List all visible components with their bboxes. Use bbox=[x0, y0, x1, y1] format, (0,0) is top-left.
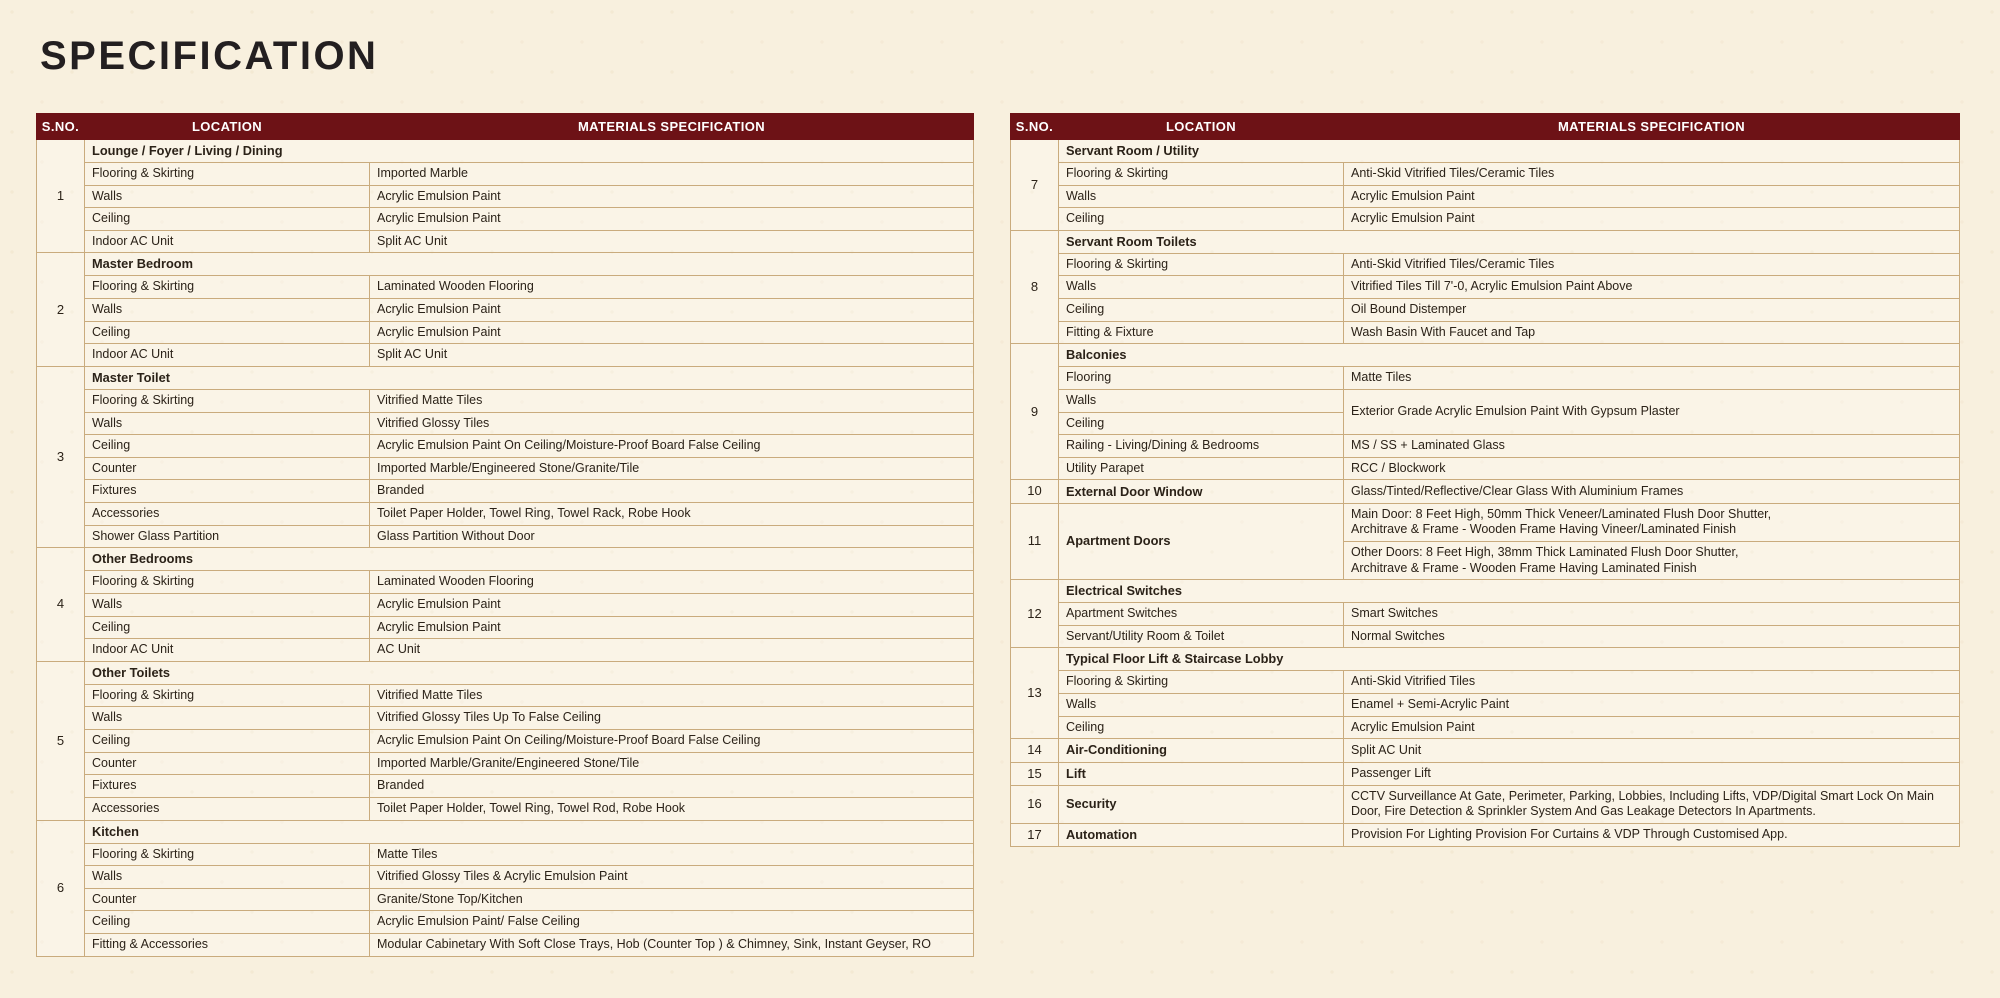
table-row bbox=[1011, 694, 1960, 717]
row-serial-number: 7 bbox=[1011, 140, 1059, 231]
row-location: Flooring bbox=[1059, 367, 1344, 390]
header-sno: S.NO. bbox=[37, 114, 85, 140]
table-row bbox=[37, 843, 974, 866]
row-group-title: Automation bbox=[1059, 824, 1344, 847]
row-group-title: Typical Floor Lift & Staircase Lobby bbox=[1059, 648, 1960, 671]
row-serial-number: 3 bbox=[37, 366, 85, 547]
row-location: Walls bbox=[85, 299, 370, 322]
spec-table-right bbox=[1010, 113, 1960, 847]
row-material: Imported Marble/Granite/Engineered Stone/Tile bbox=[370, 752, 974, 775]
table-row bbox=[37, 866, 974, 889]
table-row bbox=[1011, 824, 1960, 847]
table-row bbox=[37, 412, 974, 435]
row-serial-number: 6 bbox=[37, 820, 85, 956]
table-row bbox=[1011, 185, 1960, 208]
row-material: Acrylic Emulsion Paint bbox=[370, 593, 974, 616]
row-location: Accessories bbox=[85, 797, 370, 820]
table-row bbox=[1011, 580, 1960, 603]
row-material: Other Doors: 8 Feet High, 38mm Thick Laminated Flush Door Shutter, Architrave & Frame - Wooden Frame Having Laminated Finish bbox=[1344, 541, 1960, 579]
row-material: Vitrified Glossy Tiles & Acrylic Emulsion Paint bbox=[370, 866, 974, 889]
table-row bbox=[37, 911, 974, 934]
row-material: Acrylic Emulsion Paint bbox=[370, 299, 974, 322]
row-material: Oil Bound Distemper bbox=[1344, 299, 1960, 322]
row-material: Anti-Skid Vitrified Tiles bbox=[1344, 671, 1960, 694]
table-row bbox=[37, 775, 974, 798]
row-location: Ceiling bbox=[85, 616, 370, 639]
row-material: Acrylic Emulsion Paint On Ceiling/Moisture-Proof Board False Ceiling bbox=[370, 435, 974, 458]
row-material: Acrylic Emulsion Paint bbox=[1344, 185, 1960, 208]
row-location: Utility Parapet bbox=[1059, 457, 1344, 480]
row-location: Indoor AC Unit bbox=[85, 230, 370, 253]
row-material: Main Door: 8 Feet High, 50mm Thick Veneer/Laminated Flush Door Shutter, Architrave & Frame - Wooden Frame Having Vineer/Laminated Finish bbox=[1344, 503, 1960, 541]
row-group-title: Security bbox=[1059, 785, 1344, 823]
row-location: Shower Glass Partition bbox=[85, 525, 370, 548]
table-row bbox=[1011, 785, 1960, 823]
row-serial-number: 16 bbox=[1011, 785, 1059, 823]
row-serial-number: 11 bbox=[1011, 503, 1059, 580]
row-location: Accessories bbox=[85, 503, 370, 526]
right-column bbox=[1010, 113, 2000, 957]
row-material: Normal Switches bbox=[1344, 625, 1960, 648]
row-group-title: Other Bedrooms bbox=[85, 548, 974, 571]
table-row bbox=[1011, 299, 1960, 322]
row-material: Acrylic Emulsion Paint/ False Ceiling bbox=[370, 911, 974, 934]
row-location: Fitting & Accessories bbox=[85, 934, 370, 957]
row-location: Flooring & Skirting bbox=[85, 162, 370, 185]
row-material: Matte Tiles bbox=[1344, 367, 1960, 390]
row-location: Flooring & Skirting bbox=[85, 684, 370, 707]
row-material: Modular Cabinetary With Soft Close Trays, Hob (Counter Top ) & Chimney, Sink, Instant Geyser, RO bbox=[370, 934, 974, 957]
row-group-title: Kitchen bbox=[85, 820, 974, 843]
page-title: SPECIFICATION bbox=[40, 34, 379, 78]
row-material: Acrylic Emulsion Paint bbox=[370, 616, 974, 639]
header-sno: S.NO. bbox=[1011, 114, 1059, 140]
table-row bbox=[37, 457, 974, 480]
row-material: MS / SS + Laminated Glass bbox=[1344, 435, 1960, 458]
row-group-title: External Door Window bbox=[1059, 480, 1344, 503]
row-group-title: Lounge / Foyer / Living / Dining bbox=[85, 140, 974, 163]
table-row bbox=[37, 888, 974, 911]
table-row bbox=[1011, 457, 1960, 480]
row-serial-number: 4 bbox=[37, 548, 85, 661]
table-row bbox=[1011, 367, 1960, 390]
row-location: Ceiling bbox=[1059, 299, 1344, 322]
table-row bbox=[37, 730, 974, 753]
table-row bbox=[1011, 503, 1960, 541]
table-row bbox=[1011, 140, 1960, 163]
header-location: LOCATION bbox=[85, 114, 370, 140]
row-group-title: Other Toilets bbox=[85, 661, 974, 684]
row-material: Split AC Unit bbox=[1344, 739, 1960, 762]
table-row bbox=[37, 435, 974, 458]
row-material: Branded bbox=[370, 480, 974, 503]
table-row bbox=[1011, 739, 1960, 762]
row-material: Imported Marble bbox=[370, 162, 974, 185]
row-material: Vitrified Glossy Tiles Up To False Ceiling bbox=[370, 707, 974, 730]
table-row bbox=[1011, 208, 1960, 231]
row-material: Acrylic Emulsion Paint bbox=[370, 321, 974, 344]
row-material: Vitrified Matte Tiles bbox=[370, 389, 974, 412]
table-row bbox=[37, 185, 974, 208]
row-material: Acrylic Emulsion Paint On Ceiling/Moisture-Proof Board False Ceiling bbox=[370, 730, 974, 753]
row-location: Indoor AC Unit bbox=[85, 344, 370, 367]
row-material: Vitrified Matte Tiles bbox=[370, 684, 974, 707]
row-material: Matte Tiles bbox=[370, 843, 974, 866]
row-material: Smart Switches bbox=[1344, 603, 1960, 626]
row-material: Split AC Unit bbox=[370, 344, 974, 367]
row-material: CCTV Surveillance At Gate, Perimeter, Parking, Lobbies, Including Lifts, VDP/Digital Smart Lock On Main Door, Fire Detection & Sprinkler System And Gas Leakage Detectors In Apartments. bbox=[1344, 785, 1960, 823]
row-serial-number: 15 bbox=[1011, 762, 1059, 785]
row-group-title: Air-Conditioning bbox=[1059, 739, 1344, 762]
row-location: Fixtures bbox=[85, 480, 370, 503]
row-location: Railing - Living/Dining & Bedrooms bbox=[1059, 435, 1344, 458]
row-material: Anti-Skid Vitrified Tiles/Ceramic Tiles bbox=[1344, 253, 1960, 276]
table-row bbox=[37, 684, 974, 707]
row-group-title: Apartment Doors bbox=[1059, 503, 1344, 580]
table-row bbox=[37, 276, 974, 299]
table-row bbox=[1011, 762, 1960, 785]
row-location: Servant/Utility Room & Toilet bbox=[1059, 625, 1344, 648]
row-material: Exterior Grade Acrylic Emulsion Paint With Gypsum Plaster bbox=[1344, 389, 1960, 434]
header-location: LOCATION bbox=[1059, 114, 1344, 140]
row-group-title: Balconies bbox=[1059, 344, 1960, 367]
table-row bbox=[37, 299, 974, 322]
table-row bbox=[37, 389, 974, 412]
row-material: Acrylic Emulsion Paint bbox=[370, 185, 974, 208]
row-material: Vitrified Glossy Tiles bbox=[370, 412, 974, 435]
table-row bbox=[1011, 603, 1960, 626]
table-row bbox=[37, 230, 974, 253]
table-row bbox=[37, 525, 974, 548]
table-row bbox=[1011, 389, 1960, 412]
row-location: Walls bbox=[1059, 276, 1344, 299]
row-location: Walls bbox=[85, 866, 370, 889]
table-row bbox=[37, 208, 974, 231]
table-row bbox=[37, 639, 974, 662]
row-location: Fixtures bbox=[85, 775, 370, 798]
row-material: Acrylic Emulsion Paint bbox=[1344, 208, 1960, 231]
row-location: Ceiling bbox=[1059, 716, 1344, 739]
row-group-title: Master Bedroom bbox=[85, 253, 974, 276]
row-location: Indoor AC Unit bbox=[85, 639, 370, 662]
row-location: Walls bbox=[1059, 185, 1344, 208]
row-material: Glass/Tinted/Reflective/Clear Glass With Aluminium Frames bbox=[1344, 480, 1960, 503]
table-row bbox=[1011, 480, 1960, 503]
header-materials: MATERIALS SPECIFICATION bbox=[1344, 114, 1960, 140]
row-material: Toilet Paper Holder, Towel Ring, Towel Rod, Robe Hook bbox=[370, 797, 974, 820]
table-row bbox=[37, 162, 974, 185]
row-material: AC Unit bbox=[370, 639, 974, 662]
row-location: Flooring & Skirting bbox=[85, 571, 370, 594]
row-serial-number: 17 bbox=[1011, 824, 1059, 847]
row-material: Granite/Stone Top/Kitchen bbox=[370, 888, 974, 911]
table-row bbox=[37, 707, 974, 730]
table-row bbox=[37, 480, 974, 503]
table-row bbox=[1011, 253, 1960, 276]
row-location: Walls bbox=[1059, 694, 1344, 717]
table-row bbox=[1011, 162, 1960, 185]
row-location: Flooring & Skirting bbox=[1059, 162, 1344, 185]
spec-table-left bbox=[36, 113, 974, 957]
row-material: Provision For Lighting Provision For Curtains & VDP Through Customised App. bbox=[1344, 824, 1960, 847]
row-location: Ceiling bbox=[1059, 412, 1344, 435]
row-location: Flooring & Skirting bbox=[1059, 253, 1344, 276]
table-header-row bbox=[37, 114, 974, 140]
table-row bbox=[1011, 625, 1960, 648]
table-row bbox=[1011, 230, 1960, 253]
row-location: Apartment Switches bbox=[1059, 603, 1344, 626]
table-row bbox=[1011, 321, 1960, 344]
row-material: Anti-Skid Vitrified Tiles/Ceramic Tiles bbox=[1344, 162, 1960, 185]
row-material: Branded bbox=[370, 775, 974, 798]
row-location: Counter bbox=[85, 457, 370, 480]
table-row bbox=[37, 752, 974, 775]
row-location: Ceiling bbox=[85, 321, 370, 344]
row-material: Toilet Paper Holder, Towel Ring, Towel Rack, Robe Hook bbox=[370, 503, 974, 526]
row-location: Flooring & Skirting bbox=[85, 276, 370, 299]
table-row bbox=[37, 616, 974, 639]
row-material: RCC / Blockwork bbox=[1344, 457, 1960, 480]
row-material: Imported Marble/Engineered Stone/Granite/Tile bbox=[370, 457, 974, 480]
table-row bbox=[37, 797, 974, 820]
row-serial-number: 12 bbox=[1011, 580, 1059, 648]
row-location: Ceiling bbox=[85, 730, 370, 753]
row-location: Ceiling bbox=[85, 911, 370, 934]
row-location: Walls bbox=[85, 593, 370, 616]
row-location: Fitting & Fixture bbox=[1059, 321, 1344, 344]
row-serial-number: 13 bbox=[1011, 648, 1059, 739]
table-row bbox=[1011, 671, 1960, 694]
row-location: Flooring & Skirting bbox=[85, 389, 370, 412]
table-row bbox=[37, 140, 974, 163]
header-materials: MATERIALS SPECIFICATION bbox=[370, 114, 974, 140]
table-row bbox=[37, 820, 974, 843]
table-row bbox=[1011, 276, 1960, 299]
row-material: Passenger Lift bbox=[1344, 762, 1960, 785]
row-location: Flooring & Skirting bbox=[85, 843, 370, 866]
row-serial-number: 14 bbox=[1011, 739, 1059, 762]
table-row bbox=[1011, 648, 1960, 671]
table-row bbox=[37, 571, 974, 594]
table-row bbox=[37, 253, 974, 276]
table-row bbox=[37, 366, 974, 389]
row-location: Ceiling bbox=[85, 435, 370, 458]
spec-columns bbox=[0, 113, 2000, 957]
row-material: Vitrified Tiles Till 7'-0, Acrylic Emulsion Paint Above bbox=[1344, 276, 1960, 299]
row-material: Laminated Wooden Flooring bbox=[370, 571, 974, 594]
row-material: Enamel + Semi-Acrylic Paint bbox=[1344, 694, 1960, 717]
table-header-row bbox=[1011, 114, 1960, 140]
table-row bbox=[37, 503, 974, 526]
row-material: Wash Basin With Faucet and Tap bbox=[1344, 321, 1960, 344]
row-serial-number: 10 bbox=[1011, 480, 1059, 503]
row-location: Ceiling bbox=[85, 208, 370, 231]
table-row bbox=[1011, 435, 1960, 458]
table-row bbox=[37, 593, 974, 616]
table-row bbox=[37, 321, 974, 344]
row-material: Acrylic Emulsion Paint bbox=[370, 208, 974, 231]
row-material: Laminated Wooden Flooring bbox=[370, 276, 974, 299]
row-location: Ceiling bbox=[1059, 208, 1344, 231]
row-location: Walls bbox=[85, 412, 370, 435]
row-location: Flooring & Skirting bbox=[1059, 671, 1344, 694]
table-row bbox=[37, 344, 974, 367]
left-column bbox=[0, 113, 1010, 957]
table-row bbox=[1011, 716, 1960, 739]
row-group-title: Electrical Switches bbox=[1059, 580, 1960, 603]
table-row bbox=[37, 661, 974, 684]
row-group-title: Master Toilet bbox=[85, 366, 974, 389]
table-row bbox=[1011, 344, 1960, 367]
row-location: Counter bbox=[85, 888, 370, 911]
row-group-title: Servant Room Toilets bbox=[1059, 230, 1960, 253]
row-group-title: Lift bbox=[1059, 762, 1344, 785]
row-serial-number: 8 bbox=[1011, 230, 1059, 343]
row-group-title: Servant Room / Utility bbox=[1059, 140, 1960, 163]
row-location: Walls bbox=[85, 707, 370, 730]
row-material: Glass Partition Without Door bbox=[370, 525, 974, 548]
row-serial-number: 1 bbox=[37, 140, 85, 253]
row-location: Walls bbox=[85, 185, 370, 208]
row-location: Counter bbox=[85, 752, 370, 775]
row-material: Split AC Unit bbox=[370, 230, 974, 253]
table-row bbox=[37, 548, 974, 571]
row-serial-number: 2 bbox=[37, 253, 85, 366]
row-material: Acrylic Emulsion Paint bbox=[1344, 716, 1960, 739]
table-row bbox=[37, 934, 974, 957]
row-serial-number: 5 bbox=[37, 661, 85, 820]
row-serial-number: 9 bbox=[1011, 344, 1059, 480]
row-location: Walls bbox=[1059, 389, 1344, 412]
